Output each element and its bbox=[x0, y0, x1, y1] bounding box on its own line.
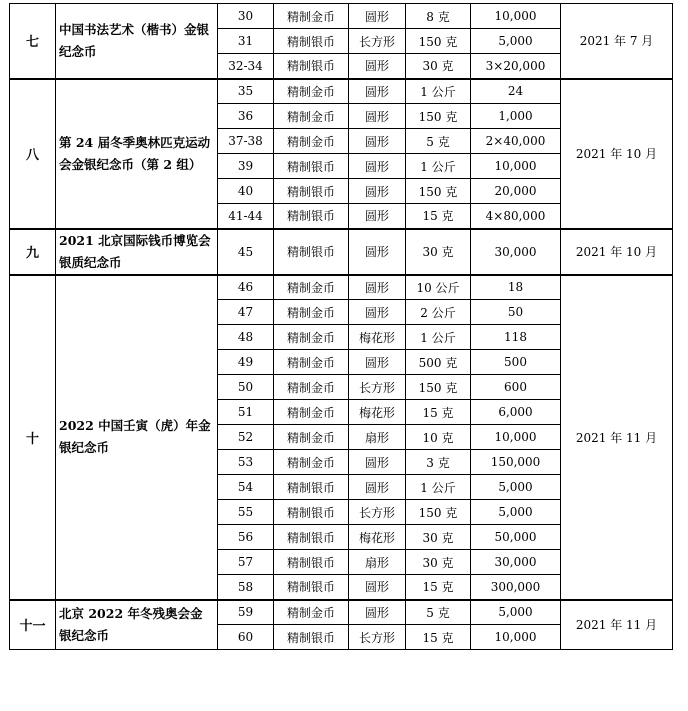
coin-shape: 长方形 bbox=[349, 625, 406, 650]
coin-finish: 精制银币 bbox=[274, 179, 349, 204]
coin-weight: 30 克 bbox=[406, 229, 471, 275]
project-name: 中国书法艺术（楷书）金银纪念币 bbox=[56, 4, 218, 79]
coin-shape: 扇形 bbox=[349, 425, 406, 450]
coin-finish: 精制银币 bbox=[274, 575, 349, 600]
coin-finish: 精制金币 bbox=[274, 600, 349, 625]
coin-finish: 精制银币 bbox=[274, 229, 349, 275]
coin-finish: 精制金币 bbox=[274, 450, 349, 475]
coin-mintage: 10,000 bbox=[471, 425, 561, 450]
coin-weight: 500 克 bbox=[406, 350, 471, 375]
coin-number: 32-34 bbox=[218, 54, 274, 79]
coin-mintage: 10,000 bbox=[471, 154, 561, 179]
coin-finish: 精制银币 bbox=[274, 550, 349, 575]
coin-weight: 30 克 bbox=[406, 525, 471, 550]
coin-weight: 1 公斤 bbox=[406, 475, 471, 500]
coin-finish: 精制金币 bbox=[274, 300, 349, 325]
coin-finish: 精制金币 bbox=[274, 375, 349, 400]
coin-shape: 梅花形 bbox=[349, 400, 406, 425]
coin-weight: 5 克 bbox=[406, 129, 471, 154]
coin-mintage: 5,000 bbox=[471, 475, 561, 500]
coin-finish: 精制金币 bbox=[274, 425, 349, 450]
coin-number: 53 bbox=[218, 450, 274, 475]
coin-weight: 10 克 bbox=[406, 425, 471, 450]
coin-number: 37-38 bbox=[218, 129, 274, 154]
group-number: 七 bbox=[10, 4, 56, 79]
coin-mintage: 500 bbox=[471, 350, 561, 375]
project-name: 第 24 届冬季奥林匹克运动会金银纪念币（第 2 组） bbox=[56, 79, 218, 229]
coin-shape: 扇形 bbox=[349, 550, 406, 575]
coin-weight: 150 克 bbox=[406, 104, 471, 129]
coin-number: 59 bbox=[218, 600, 274, 625]
coin-weight: 150 克 bbox=[406, 29, 471, 54]
table-body bbox=[10, 4, 673, 650]
coin-number: 56 bbox=[218, 525, 274, 550]
coin-weight: 15 克 bbox=[406, 400, 471, 425]
coin-mintage: 150,000 bbox=[471, 450, 561, 475]
coin-weight: 150 克 bbox=[406, 179, 471, 204]
coin-number: 60 bbox=[218, 625, 274, 650]
coin-number: 52 bbox=[218, 425, 274, 450]
coin-shape: 圆形 bbox=[349, 4, 406, 29]
coin-shape: 圆形 bbox=[349, 104, 406, 129]
coin-shape: 圆形 bbox=[349, 179, 406, 204]
issue-date: 2021 年 11 月 bbox=[561, 600, 673, 650]
coin-mintage: 3×20,000 bbox=[471, 54, 561, 79]
group-number: 十 bbox=[10, 275, 56, 600]
coin-mintage: 50 bbox=[471, 300, 561, 325]
coin-weight: 15 克 bbox=[406, 204, 471, 229]
coin-number: 36 bbox=[218, 104, 274, 129]
coin-finish: 精制金币 bbox=[274, 275, 349, 300]
project-name: 北京 2022 年冬残奥会金银纪念币 bbox=[56, 600, 218, 650]
coin-shape: 圆形 bbox=[349, 229, 406, 275]
coin-number: 46 bbox=[218, 275, 274, 300]
coin-finish: 精制金币 bbox=[274, 4, 349, 29]
group-number: 十一 bbox=[10, 600, 56, 650]
coin-weight: 3 克 bbox=[406, 450, 471, 475]
coin-shape: 梅花形 bbox=[349, 325, 406, 350]
coin-shape: 圆形 bbox=[349, 575, 406, 600]
coin-weight: 150 克 bbox=[406, 375, 471, 400]
coin-finish: 精制银币 bbox=[274, 525, 349, 550]
coin-weight: 1 公斤 bbox=[406, 154, 471, 179]
coin-number: 51 bbox=[218, 400, 274, 425]
coin-mintage: 20,000 bbox=[471, 179, 561, 204]
coin-finish: 精制金币 bbox=[274, 400, 349, 425]
coin-shape: 圆形 bbox=[349, 475, 406, 500]
coin-mintage: 30,000 bbox=[471, 229, 561, 275]
coin-mintage: 2×40,000 bbox=[471, 129, 561, 154]
coin-finish: 精制银币 bbox=[274, 29, 349, 54]
coin-finish: 精制金币 bbox=[274, 350, 349, 375]
coin-number: 57 bbox=[218, 550, 274, 575]
table-row bbox=[10, 79, 673, 104]
group-number: 八 bbox=[10, 79, 56, 229]
coin-number: 39 bbox=[218, 154, 274, 179]
coin-issue-table bbox=[9, 3, 673, 650]
table-row bbox=[10, 4, 673, 29]
coin-weight: 30 克 bbox=[406, 550, 471, 575]
coin-number: 41-44 bbox=[218, 204, 274, 229]
coin-number: 49 bbox=[218, 350, 274, 375]
coin-number: 58 bbox=[218, 575, 274, 600]
coin-mintage: 5,000 bbox=[471, 500, 561, 525]
coin-mintage: 10,000 bbox=[471, 4, 561, 29]
coin-weight: 5 克 bbox=[406, 600, 471, 625]
coin-shape: 圆形 bbox=[349, 600, 406, 625]
coin-shape: 圆形 bbox=[349, 204, 406, 229]
coin-finish: 精制金币 bbox=[274, 79, 349, 104]
coin-mintage: 30,000 bbox=[471, 550, 561, 575]
coin-number: 40 bbox=[218, 179, 274, 204]
coin-weight: 1 公斤 bbox=[406, 79, 471, 104]
coin-finish: 精制金币 bbox=[274, 129, 349, 154]
issue-date: 2021 年 10 月 bbox=[561, 229, 673, 275]
coin-number: 35 bbox=[218, 79, 274, 104]
coin-weight: 30 克 bbox=[406, 54, 471, 79]
issue-date: 2021 年 11 月 bbox=[561, 275, 673, 600]
coin-weight: 8 克 bbox=[406, 4, 471, 29]
coin-number: 50 bbox=[218, 375, 274, 400]
coin-shape: 圆形 bbox=[349, 154, 406, 179]
coin-weight: 15 克 bbox=[406, 625, 471, 650]
coin-mintage: 5,000 bbox=[471, 600, 561, 625]
coin-mintage: 5,000 bbox=[471, 29, 561, 54]
coin-shape: 长方形 bbox=[349, 29, 406, 54]
coin-mintage: 24 bbox=[471, 79, 561, 104]
issue-date: 2021 年 10 月 bbox=[561, 79, 673, 229]
coin-mintage: 118 bbox=[471, 325, 561, 350]
coin-mintage: 600 bbox=[471, 375, 561, 400]
coin-finish: 精制金币 bbox=[274, 325, 349, 350]
coin-weight: 150 克 bbox=[406, 500, 471, 525]
coin-number: 48 bbox=[218, 325, 274, 350]
coin-mintage: 10,000 bbox=[471, 625, 561, 650]
coin-finish: 精制银币 bbox=[274, 500, 349, 525]
coin-shape: 长方形 bbox=[349, 500, 406, 525]
coin-shape: 长方形 bbox=[349, 375, 406, 400]
table-row bbox=[10, 600, 673, 625]
coin-shape: 梅花形 bbox=[349, 525, 406, 550]
coin-shape: 圆形 bbox=[349, 79, 406, 104]
coin-mintage: 1,000 bbox=[471, 104, 561, 129]
coin-finish: 精制银币 bbox=[274, 154, 349, 179]
coin-shape: 圆形 bbox=[349, 54, 406, 79]
coin-mintage: 300,000 bbox=[471, 575, 561, 600]
coin-number: 54 bbox=[218, 475, 274, 500]
coin-weight: 1 公斤 bbox=[406, 325, 471, 350]
coin-finish: 精制银币 bbox=[274, 54, 349, 79]
coin-number: 45 bbox=[218, 229, 274, 275]
coin-finish: 精制金币 bbox=[274, 104, 349, 129]
coin-mintage: 50,000 bbox=[471, 525, 561, 550]
issue-date: 2021 年 7 月 bbox=[561, 4, 673, 79]
coin-number: 30 bbox=[218, 4, 274, 29]
coin-shape: 圆形 bbox=[349, 350, 406, 375]
coin-finish: 精制银币 bbox=[274, 204, 349, 229]
project-name: 2022 中国壬寅（虎）年金银纪念币 bbox=[56, 275, 218, 600]
coin-number: 55 bbox=[218, 500, 274, 525]
coin-mintage: 18 bbox=[471, 275, 561, 300]
project-name: 2021 北京国际钱币博览会银质纪念币 bbox=[56, 229, 218, 275]
coin-mintage: 6,000 bbox=[471, 400, 561, 425]
coin-shape: 圆形 bbox=[349, 300, 406, 325]
table-row bbox=[10, 229, 673, 275]
coin-shape: 圆形 bbox=[349, 275, 406, 300]
coin-weight: 10 公斤 bbox=[406, 275, 471, 300]
coin-finish: 精制银币 bbox=[274, 475, 349, 500]
group-number: 九 bbox=[10, 229, 56, 275]
coin-shape: 圆形 bbox=[349, 450, 406, 475]
coin-number: 47 bbox=[218, 300, 274, 325]
coin-number: 31 bbox=[218, 29, 274, 54]
coin-weight: 15 克 bbox=[406, 575, 471, 600]
coin-finish: 精制银币 bbox=[274, 625, 349, 650]
coin-shape: 圆形 bbox=[349, 129, 406, 154]
coin-mintage: 4×80,000 bbox=[471, 204, 561, 229]
table-row bbox=[10, 275, 673, 300]
coin-weight: 2 公斤 bbox=[406, 300, 471, 325]
